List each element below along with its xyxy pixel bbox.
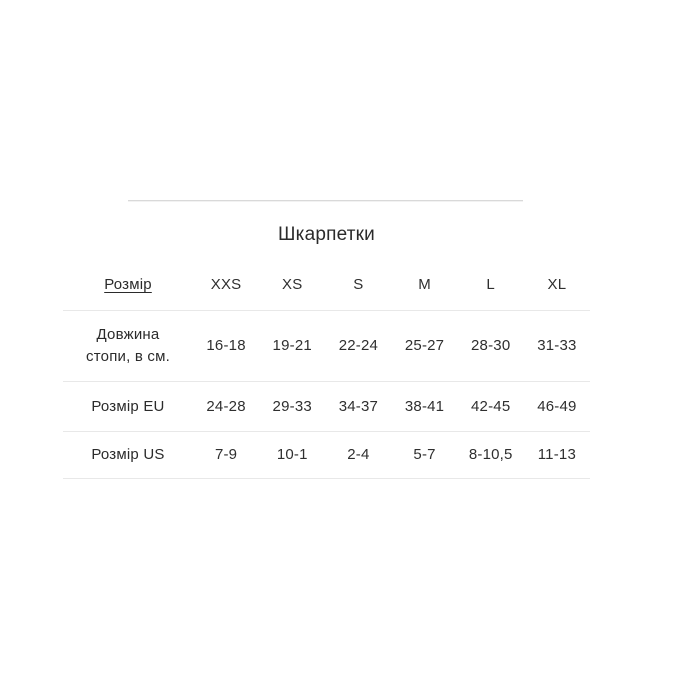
- cell-foot-length-l: 28-30: [458, 310, 524, 381]
- column-header-s: S: [325, 260, 391, 310]
- column-header-size: [63, 260, 193, 310]
- cell-us-xl: 11-13: [524, 431, 590, 478]
- row-label-foot-length: [63, 310, 193, 381]
- column-header-xl: XL: [524, 260, 590, 310]
- cell-eu-l: 42-45: [458, 381, 524, 431]
- table-row-us: [63, 431, 590, 478]
- cell-foot-length-xl: 31-33: [524, 310, 590, 381]
- cell-us-xs: 10-1: [259, 431, 325, 478]
- cell-foot-length-m: 25-27: [391, 310, 457, 381]
- cell-eu-xl: 46-49: [524, 381, 590, 431]
- size-chart-title: Шкарпетки: [278, 224, 375, 245]
- cell-foot-length-s: 22-24: [325, 310, 391, 381]
- row-label-line-1: Довжина: [96, 325, 160, 343]
- column-header-m: M: [391, 260, 457, 310]
- cell-us-l: 8-10,5: [458, 431, 524, 478]
- column-header-xs: XS: [259, 260, 325, 310]
- row-label-us-text: Розмір US: [91, 446, 165, 463]
- column-header-l: L: [458, 260, 524, 310]
- size-chart-header-row: [63, 260, 590, 310]
- cell-eu-s: 34-37: [325, 381, 391, 431]
- size-chart-section: [63, 210, 590, 479]
- section-divider: [128, 200, 523, 201]
- table-row-foot-length: [63, 310, 590, 381]
- row-label-eu: [63, 381, 193, 431]
- cell-us-m: 5-7: [391, 431, 457, 478]
- column-header-xxs: XXS: [193, 260, 259, 310]
- cell-eu-xxs: 24-28: [193, 381, 259, 431]
- cell-us-s: 2-4: [325, 431, 391, 478]
- cell-eu-xs: 29-33: [259, 381, 325, 431]
- cell-us-xxs: 7-9: [193, 431, 259, 478]
- cell-foot-length-xs: 19-21: [259, 310, 325, 381]
- row-label-line-2: стопи, в см.: [86, 347, 170, 365]
- size-header-link[interactable]: Розмір: [104, 276, 152, 294]
- row-label-eu-text: Розмір EU: [91, 397, 165, 415]
- row-label-us: [63, 431, 193, 478]
- cell-foot-length-xxs: 16-18: [193, 310, 259, 381]
- size-chart-table: [63, 260, 590, 479]
- cell-eu-m: 38-41: [391, 381, 457, 431]
- table-row-eu: [63, 381, 590, 431]
